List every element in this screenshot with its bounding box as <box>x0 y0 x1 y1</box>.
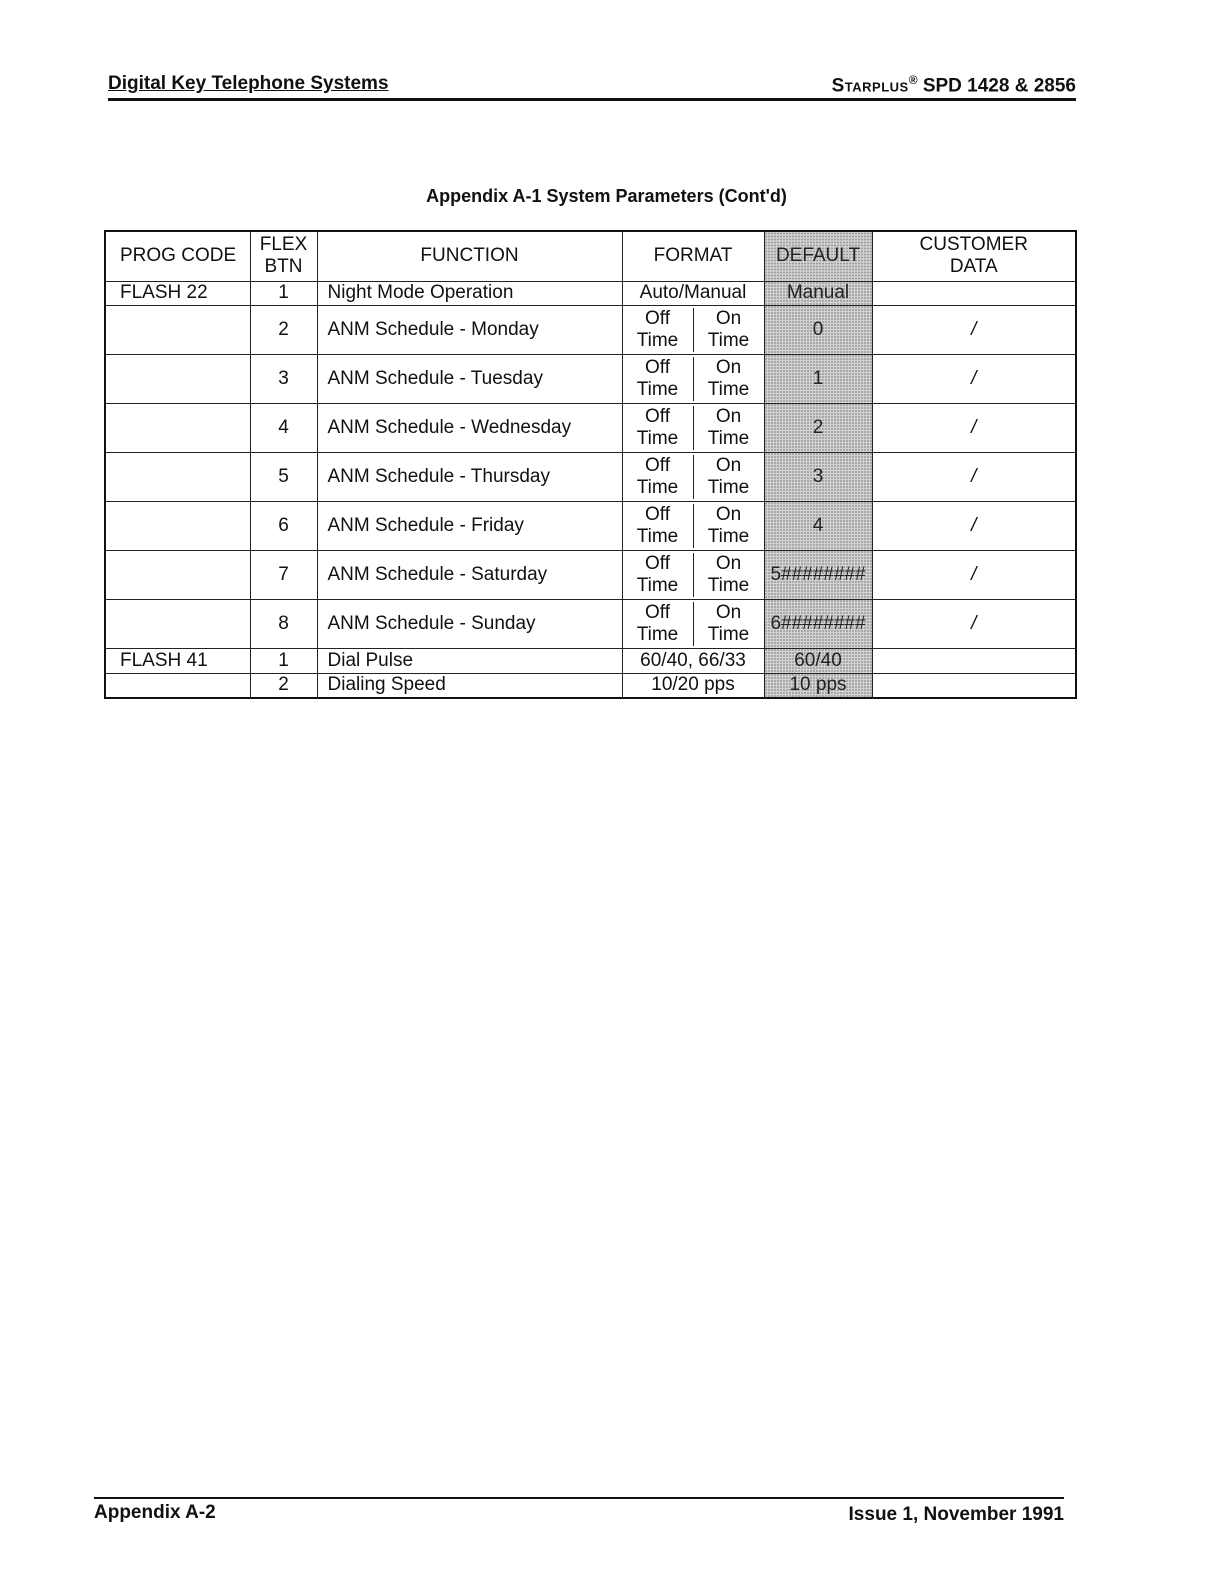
header-left-title: Digital Key Telephone Systems <box>108 73 389 94</box>
table-row <box>105 354 1076 403</box>
on-time-label <box>693 504 764 548</box>
prog-code-cell <box>105 501 250 550</box>
off-time-label-time: Time <box>636 525 679 547</box>
off-time-label <box>623 504 693 548</box>
format-cell: Auto/Manual <box>622 281 764 305</box>
table-row <box>105 599 1076 648</box>
header-customer-data <box>872 231 1076 281</box>
function-cell: ANM Schedule - Tuesday <box>317 354 622 403</box>
flex-btn-cell: 2 <box>250 305 317 354</box>
flex-btn-cell: 3 <box>250 354 317 403</box>
on-time-label-word: On <box>715 356 742 378</box>
default-cell: 3 <box>764 452 872 501</box>
prog-code-cell <box>105 305 250 354</box>
on-time-label <box>693 602 764 646</box>
function-cell: Dial Pulse <box>317 648 622 673</box>
header-format: FORMAT <box>622 231 764 281</box>
table-body <box>105 281 1076 698</box>
system-parameters-table <box>104 230 1077 699</box>
default-cell: 5######## <box>764 550 872 599</box>
header-customer-line1: CUSTOMER <box>919 234 1028 256</box>
on-time-label-word: On <box>715 552 742 574</box>
table-row <box>105 648 1076 673</box>
default-cell: Manual <box>764 281 872 305</box>
prog-code-cell <box>105 673 250 698</box>
customer-data-cell: / <box>872 403 1076 452</box>
header-prog-code: PROG CODE <box>105 231 250 281</box>
flex-btn-cell: 7 <box>250 550 317 599</box>
table-row <box>105 403 1076 452</box>
header-right-title <box>832 73 1076 97</box>
format-cell: 60/40, 66/33 <box>622 648 764 673</box>
header-model: SPD 1428 & 2856 <box>922 75 1076 96</box>
on-time-label-word: On <box>715 601 742 623</box>
header-customer-line2: DATA <box>949 256 998 278</box>
function-cell: Dialing Speed <box>317 673 622 698</box>
flex-btn-cell: 8 <box>250 599 317 648</box>
off-time-label <box>623 406 693 450</box>
prog-code-cell <box>105 599 250 648</box>
prog-code-cell: FLASH 41 <box>105 648 250 673</box>
header-flex-line1: FLEX <box>259 234 308 256</box>
off-on-time-split <box>623 455 764 499</box>
function-cell: ANM Schedule - Saturday <box>317 550 622 599</box>
off-time-label-time: Time <box>636 623 679 645</box>
off-time-label <box>623 553 693 597</box>
off-on-time-split <box>623 308 764 352</box>
off-time-label-time: Time <box>636 427 679 449</box>
off-time-label <box>623 357 693 401</box>
default-cell: 6######## <box>764 599 872 648</box>
flex-btn-cell: 4 <box>250 403 317 452</box>
off-on-time-split <box>623 357 764 401</box>
on-time-label <box>693 357 764 401</box>
table-title: Appendix A-1 System Parameters (Cont'd) <box>426 186 787 206</box>
off-time-label-word: Off <box>645 405 670 427</box>
on-time-label-word: On <box>715 454 742 476</box>
table-row <box>105 550 1076 599</box>
customer-data-cell <box>872 648 1076 673</box>
default-cell: 2 <box>764 403 872 452</box>
off-time-label <box>623 455 693 499</box>
function-cell: ANM Schedule - Monday <box>317 305 622 354</box>
off-on-time-split <box>623 504 764 548</box>
header-row <box>105 231 1076 281</box>
footer-left: Appendix A-2 <box>94 1502 216 1523</box>
off-on-time-split <box>623 553 764 597</box>
on-time-label-time: Time <box>707 378 750 400</box>
on-time-label-time: Time <box>707 574 750 596</box>
prog-code-cell <box>105 550 250 599</box>
format-cell: 10/20 pps <box>622 673 764 698</box>
customer-data-cell: / <box>872 501 1076 550</box>
table-row <box>105 305 1076 354</box>
footer-right: Issue 1, November 1991 <box>848 1504 1064 1525</box>
off-time-label-time: Time <box>636 476 679 498</box>
off-time-label <box>623 602 693 646</box>
customer-data-cell: / <box>872 452 1076 501</box>
function-cell: ANM Schedule - Friday <box>317 501 622 550</box>
function-cell: ANM Schedule - Thursday <box>317 452 622 501</box>
table-row <box>105 673 1076 698</box>
on-time-label-word: On <box>715 307 742 329</box>
prog-code-cell <box>105 403 250 452</box>
registered-mark: ® <box>908 72 918 87</box>
customer-data-cell: / <box>872 550 1076 599</box>
customer-data-cell: / <box>872 599 1076 648</box>
on-time-label-word: On <box>715 503 742 525</box>
flex-btn-cell: 1 <box>250 281 317 305</box>
on-time-label <box>693 553 764 597</box>
on-time-label <box>693 308 764 352</box>
format-cell <box>622 305 764 354</box>
default-cell: 0 <box>764 305 872 354</box>
off-time-label-word: Off <box>645 454 670 476</box>
off-time-label-word: Off <box>645 307 670 329</box>
flex-btn-cell: 6 <box>250 501 317 550</box>
prog-code-cell <box>105 354 250 403</box>
off-time-label-time: Time <box>636 574 679 596</box>
on-time-label-time: Time <box>707 329 750 351</box>
off-time-label-word: Off <box>645 601 670 623</box>
off-on-time-split <box>623 406 764 450</box>
format-cell <box>622 501 764 550</box>
format-cell <box>622 599 764 648</box>
on-time-label-time: Time <box>707 476 750 498</box>
off-time-label-time: Time <box>636 329 679 351</box>
table-row <box>105 452 1076 501</box>
default-cell: 10 pps <box>764 673 872 698</box>
customer-data-cell: / <box>872 305 1076 354</box>
page-header <box>108 70 1076 101</box>
flex-btn-cell: 1 <box>250 648 317 673</box>
default-cell: 1 <box>764 354 872 403</box>
header-flex-line2: BTN <box>264 256 303 278</box>
header-flex-btn <box>250 231 317 281</box>
flex-btn-cell: 2 <box>250 673 317 698</box>
customer-data-cell: / <box>872 354 1076 403</box>
customer-data-cell <box>872 281 1076 305</box>
on-time-label <box>693 406 764 450</box>
on-time-label-time: Time <box>707 427 750 449</box>
format-cell <box>622 452 764 501</box>
prog-code-cell <box>105 452 250 501</box>
on-time-label-time: Time <box>707 623 750 645</box>
default-cell: 4 <box>764 501 872 550</box>
header-brand: Starplus <box>831 75 909 96</box>
off-time-label <box>623 308 693 352</box>
off-time-label-word: Off <box>645 503 670 525</box>
table-row <box>105 281 1076 305</box>
on-time-label-time: Time <box>707 525 750 547</box>
format-cell <box>622 354 764 403</box>
table-row <box>105 501 1076 550</box>
prog-code-cell: FLASH 22 <box>105 281 250 305</box>
on-time-label <box>693 455 764 499</box>
format-cell <box>622 403 764 452</box>
off-time-label-word: Off <box>645 552 670 574</box>
function-cell: ANM Schedule - Sunday <box>317 599 622 648</box>
function-cell: Night Mode Operation <box>317 281 622 305</box>
off-time-label-time: Time <box>636 378 679 400</box>
off-time-label-word: Off <box>645 356 670 378</box>
function-cell: ANM Schedule - Wednesday <box>317 403 622 452</box>
on-time-label-word: On <box>715 405 742 427</box>
header-function: FUNCTION <box>317 231 622 281</box>
flex-btn-cell: 5 <box>250 452 317 501</box>
header-default: DEFAULT <box>764 231 872 281</box>
customer-data-cell <box>872 673 1076 698</box>
page-footer <box>94 1497 1064 1529</box>
format-cell <box>622 550 764 599</box>
off-on-time-split <box>623 602 764 646</box>
default-cell: 60/40 <box>764 648 872 673</box>
